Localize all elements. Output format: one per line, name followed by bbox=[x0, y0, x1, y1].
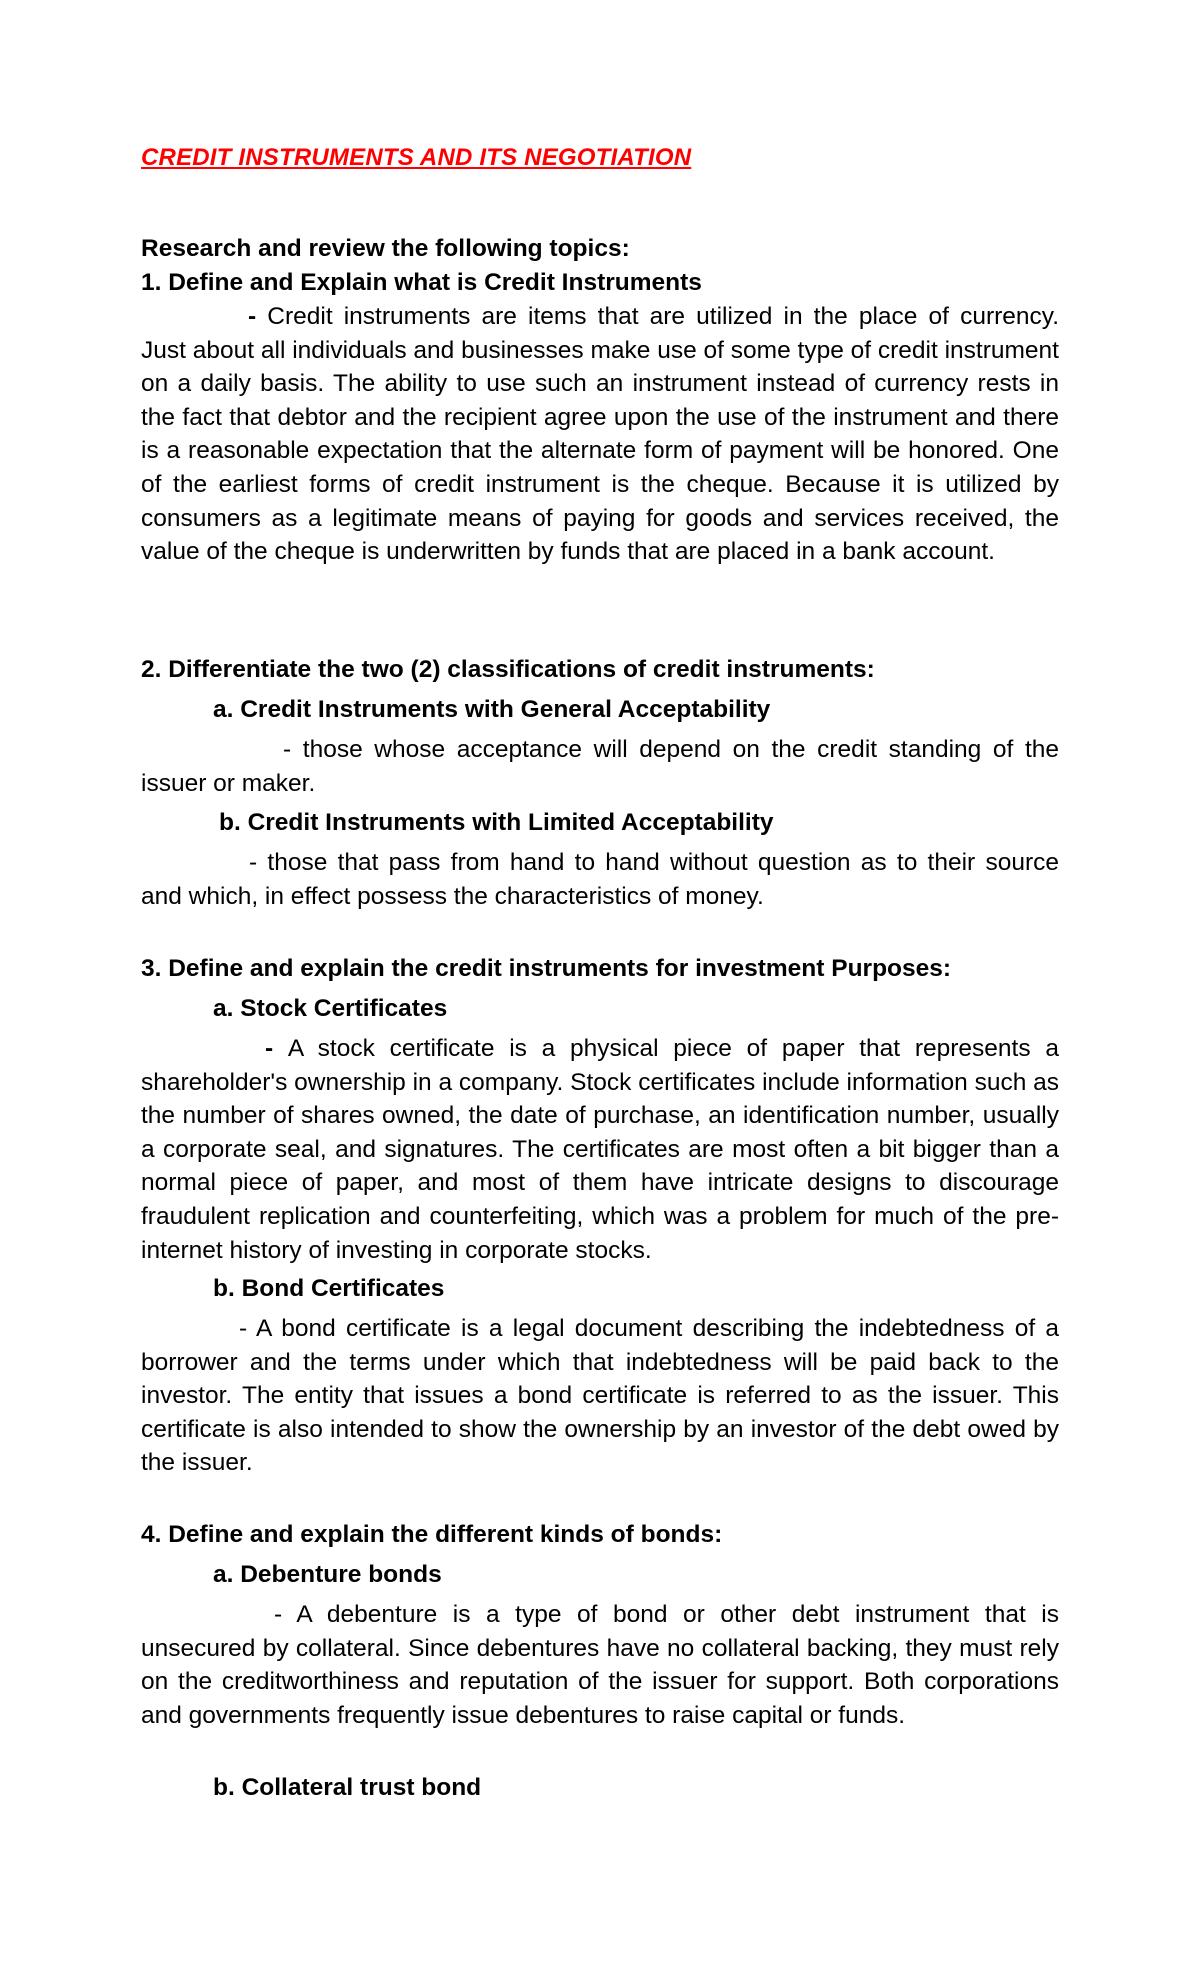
intro-text: Research and review the following topics: bbox=[141, 235, 630, 262]
q3-b-heading: b. Bond Certificates bbox=[213, 1275, 445, 1302]
q2-heading: 2. Differentiate the two (2) classifications of credit instruments: bbox=[141, 656, 875, 683]
q1-answer bbox=[141, 300, 1059, 569]
q3-b-answer: - A bond certificate is a legal document describing the indebtedness of a borrower and the terms under which that indebtedness will be paid back to the investor. The entity that issues a bond certificate is referred to as the issuer. This certificate is also intended to show the ownership by an investor of the debt owed by the issuer. bbox=[141, 1315, 1059, 1477]
q4-b-heading: b. Collateral trust bond bbox=[213, 1774, 482, 1801]
q3-a-answer-text: A stock certificate is a physical piece of paper that represents a shareholder's ownership in a company. Stock certificates include information such as the number of shares owned, the date of purchase, an identification number, usually a corporate seal, and signatures. The certificates are most often a bit bigger than a normal piece of paper, and most of them have intricate designs to discourage fraudulent replication and counterfeiting, which was a problem for much of the pre-internet history of investing in corporate stocks. bbox=[141, 1035, 1059, 1264]
q1-dash: - bbox=[248, 303, 268, 330]
q3-a-heading: a. Stock Certificates bbox=[213, 995, 448, 1022]
q2-b-heading: b. Credit Instruments with Limited Acceptability bbox=[219, 809, 774, 836]
q4-heading: 4. Define and explain the different kinds of bonds: bbox=[141, 1521, 723, 1548]
q4-a-heading: a. Debenture bonds bbox=[213, 1561, 442, 1588]
q1-answer-text: Credit instruments are items that are utilized in the place of currency. Just about all individuals and businesses make use of some type of credit instrument on a daily basis. The ability to use such an instrument instead of currency rests in the fact that debtor and the recipient agree upon the use of the instrument and there is a reasonable expectation that the alternate form of payment will be honored. One of the earliest forms of credit instrument is the cheque. Because it is utilized by consumers as a legitimate means of paying for goods and services received, the value of the cheque is underwritten by funds that are placed in a bank account. bbox=[141, 303, 1060, 566]
q2-a-heading: a. Credit Instruments with General Acceptability bbox=[213, 696, 771, 723]
q2-b-answer: - those that pass from hand to hand without question as to their source and which, in effect possess the characteristics of money. bbox=[141, 849, 1059, 910]
q3-a-dash: - bbox=[265, 1035, 288, 1062]
q3-a-answer bbox=[141, 1032, 1059, 1267]
document-title: CREDIT INSTRUMENTS AND ITS NEGOTIATION bbox=[141, 144, 692, 171]
q3-heading: 3. Define and explain the credit instruments for investment Purposes: bbox=[141, 955, 952, 982]
q1-heading: 1. Define and Explain what is Credit Instruments bbox=[141, 269, 702, 296]
q2-a-answer: - those whose acceptance will depend on the credit standing of the issuer or maker. bbox=[141, 736, 1059, 797]
q4-a-answer: - A debenture is a type of bond or other debt instrument that is unsecured by collateral. Since debentures have no collateral backing, they must rely on the creditworthiness and reputation of the issuer for support. Both corporations and governments frequently issue debentures to raise capital or funds. bbox=[141, 1601, 1059, 1729]
